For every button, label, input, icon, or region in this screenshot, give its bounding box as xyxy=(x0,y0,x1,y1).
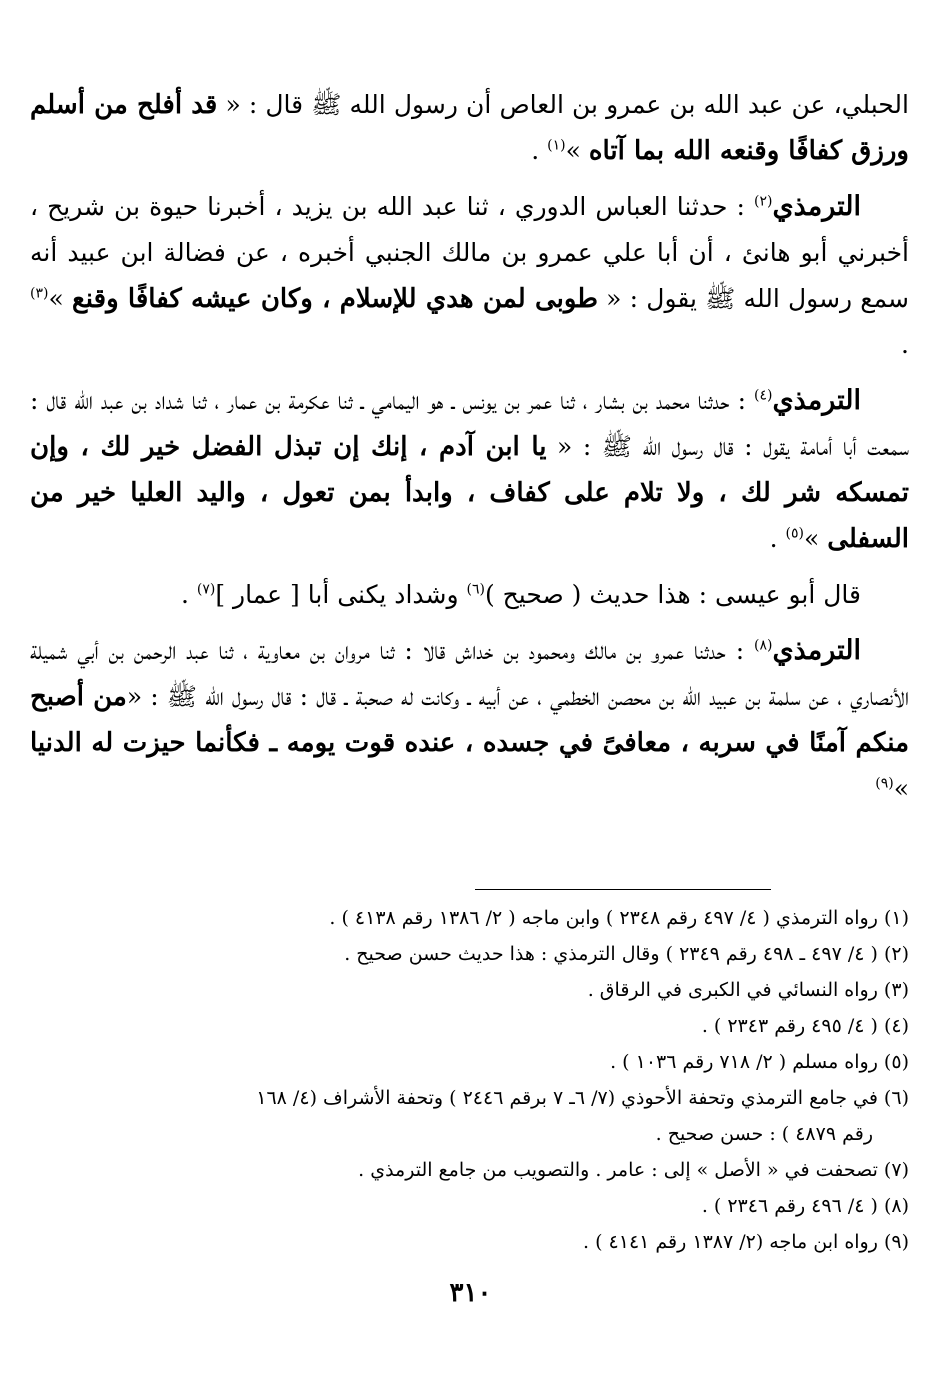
paragraph-3 xyxy=(30,378,909,562)
source-heading: الترمذي xyxy=(772,385,861,416)
footnote-3: (٣) رواه النسائي في الكبرى في الرقاق . xyxy=(587,979,909,1001)
paragraph-2 xyxy=(30,184,909,368)
text: قال أبو عيسى : هذا حديث ( صحيح ) xyxy=(484,580,861,609)
hadith-text: قد أفلح من أسلم ورزق كفافًا وقنعه الله بما آتاه xyxy=(30,90,909,166)
text: » xyxy=(48,284,72,313)
footnotes xyxy=(30,900,909,1260)
footnote-ref: (٩) xyxy=(875,775,894,792)
text: . xyxy=(769,524,786,553)
text: » xyxy=(565,136,589,165)
footnote-1: (١) رواه الترمذي ( ٤/ ٤٩٧ رقم ٢٣٤٨ ) وابن ماجه ( ٢/ ١٣٨٦ رقم ٤١٣٨ ) . xyxy=(329,907,909,929)
footnote-ref: (٢) xyxy=(753,193,773,210)
footnote-ref: (٧) xyxy=(196,581,216,598)
footnote-4: (٤) ( ٤/ ٤٩٥ رقم ٢٣٤٣ ) . xyxy=(701,1015,909,1037)
hadith-text: من أصبح منكم آمنًا في سربه ، معافىً في جسده ، عنده قوت يومه ـ فكأنما حيزت له الدنيا xyxy=(30,682,909,758)
hadith-text: طوبى لمن هدي للإسلام ، وكان عيشه كفافًا وقنع xyxy=(71,284,598,314)
text: الحبلي، عن عبد الله بن عمرو بن العاص أن رسول الله ﷺ قال : « xyxy=(217,90,909,119)
footnote-6-continued: رقم ٤٨٧٩ ) : حسن صحيح . xyxy=(655,1123,873,1145)
footnote-ref: (١) xyxy=(547,137,566,154)
footnote-ref: (٥) xyxy=(785,525,804,542)
footnote-ref: (٤) xyxy=(753,387,773,404)
main-text xyxy=(30,82,909,812)
footnote-7: (٧) تصحفت في « الأصل » إلى : عامر . والتصويب من جامع الترمذي . xyxy=(358,1159,909,1181)
footnote-8: (٨) ( ٤/ ٤٩٦ رقم ٢٣٤٦ ) . xyxy=(701,1195,909,1217)
text: » xyxy=(803,524,828,553)
text: . xyxy=(901,330,909,359)
page-number: ٣١٠ xyxy=(449,1278,492,1308)
source-heading: الترمذي xyxy=(772,191,861,222)
footnote-ref: (٣) xyxy=(30,285,49,302)
footnote-ref: (٨) xyxy=(753,637,773,654)
text: . xyxy=(180,580,197,609)
text: : حدثنا محمد بن بشار ، ثنا عمر بن يونس ـ هو اليمامي ـ ثنا عكرمة بن عمار ، ثنا شداد بن عبد الله قال : سمعت أبا أمامة يقول : قال رسول الله ﷺ : « xyxy=(30,386,909,461)
paragraph-4 xyxy=(30,572,909,618)
footnote-9: (٩) رواه ابن ماجه (٢/ ١٣٨٧ رقم ٤١٤١ ) . xyxy=(583,1231,909,1253)
footnote-separator xyxy=(475,889,771,890)
paragraph-1 xyxy=(30,82,909,174)
paragraph-5 xyxy=(30,628,909,812)
source-heading: الترمذي xyxy=(772,635,861,666)
footnote-2: (٢) ( ٤/ ٤٩٧ ـ ٤٩٨ رقم ٢٣٤٩ ) وقال الترمذي : هذا حديث حسن صحيح . xyxy=(344,943,909,965)
hadith-text: يا ابن آدم ، إنك إن تبذل الفضل خير لك ، وإن تمسكه شر لك ، ولا تلام على كفاف ، وابدأ بمن تعول ، واليد العليا خير من السفلى xyxy=(30,432,909,554)
text: . xyxy=(531,136,548,165)
text: : حدثنا عمرو بن مالك ومحمود بن خداش قالا : ثنا مروان بن معاوية ، ثنا عبد الرحمن بن أبي شميلة الأنصاري ، عن سلمة بن عبيد الله بن محصن الخطمي ، عن أبيه ـ وكانت له صحبة ـ قال : قال رسول الله ﷺ : « xyxy=(30,636,909,711)
text: وشداد يكنى أبا [ عمار ] xyxy=(215,580,467,609)
footnote-5: (٥) رواه مسلم ( ٢/ ٧١٨ رقم ١٠٣٦ ) . xyxy=(610,1051,909,1073)
footnote-ref: (٦) xyxy=(466,581,485,598)
text: : حدثنا العباس الدوري ، ثنا عبد الله بن يزيد ، أخبرنا حيوة بن شريح ، أخبرني أبو هانئ ، أن أبا علي عمرو بن مالك الجنبي أخبره ، عن فضالة ابن عبيد أنه سمع رسول الله ﷺ يقول : « xyxy=(30,192,909,313)
footnote-6: (٦) في جامع الترمذي وتحفة الأحوذي (٧/ ٦ـ ٧ برقم ٢٤٤٦ ) وتحفة الأشراف (٤/ ١٦٨ xyxy=(256,1087,909,1109)
text: » xyxy=(893,774,909,803)
